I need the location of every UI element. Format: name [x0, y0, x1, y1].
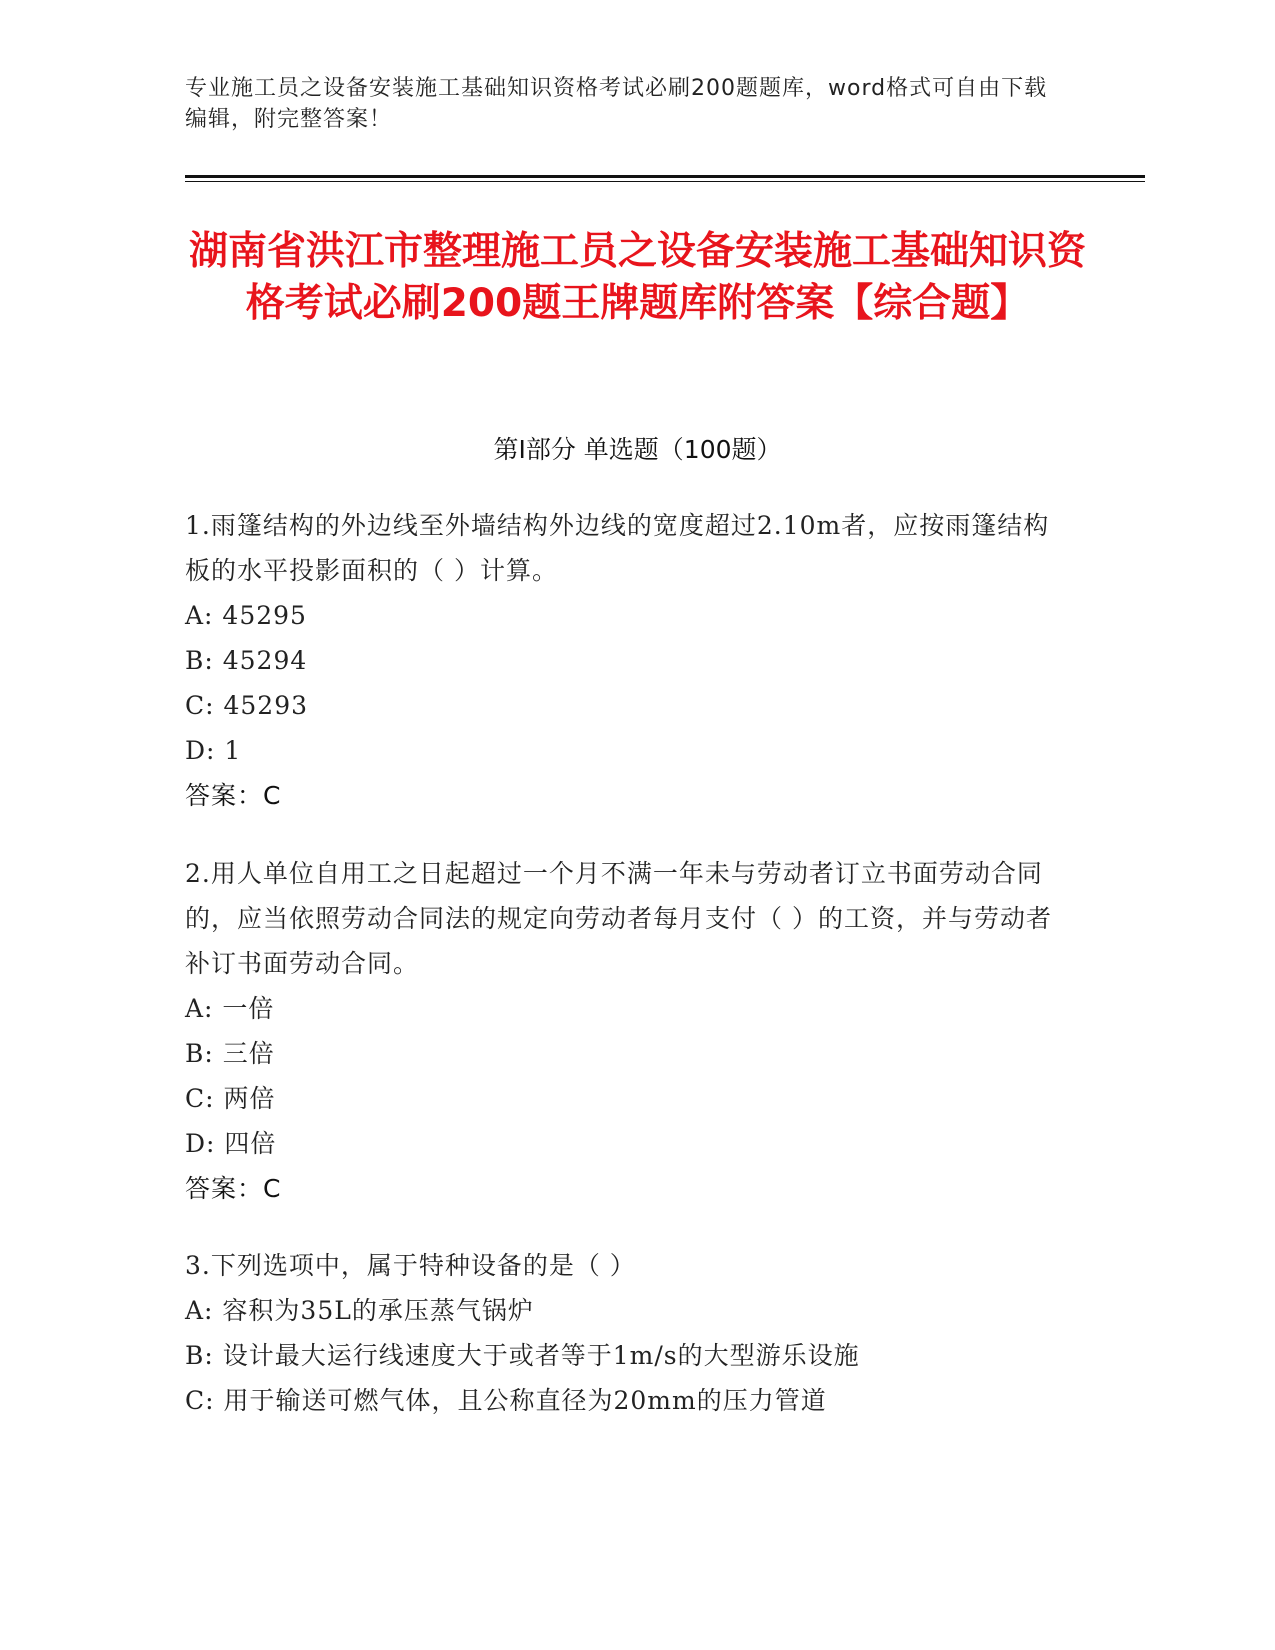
question-2	[185, 851, 1065, 1211]
question-3	[185, 1243, 1065, 1423]
option-a: A: 一倍	[185, 994, 275, 1023]
option-a: A: 容积为35L的承压蒸气锅炉	[185, 1296, 534, 1325]
option-a: A: 45295	[185, 601, 307, 630]
answer: 答案：C	[185, 781, 282, 810]
answer: 答案：C	[185, 1174, 282, 1203]
question-1	[185, 503, 1065, 818]
option-b: B: 三倍	[185, 1039, 275, 1068]
question-stem: 2.用人单位自用工之日起超过一个月不满一年未与劳动者订立书面劳动合同的，应当依照劳动合同法的规定向劳动者每月支付（ ）的工资，并与劳动者补订书面劳动合同。	[185, 859, 1052, 978]
header-rule-thin	[185, 181, 1145, 182]
option-b: B: 45294	[185, 646, 308, 675]
question-stem: 1.雨篷结构的外边线至外墙结构外边线的宽度超过2.10m者，应按雨篷结构板的水平投影面积的（ ）计算。	[185, 511, 1050, 585]
document-title: 湖南省洪江市整理施工员之设备安装施工基础知识资格考试必刷200题王牌题库附答案【综合题】	[188, 229, 1086, 326]
option-c: C: 两倍	[185, 1084, 276, 1113]
option-d: D: 1	[185, 736, 242, 765]
option-d: D: 四倍	[185, 1129, 277, 1158]
section-title: 第I部分 单选题（100题）	[493, 435, 782, 464]
option-b: B: 设计最大运行线速度大于或者等于1m/s的大型游乐设施	[185, 1341, 860, 1370]
header-note: 专业施工员之设备安装施工基础知识资格考试必刷200题题库，word格式可自由下载编辑，附完整答案！	[185, 76, 1048, 132]
option-c: C: 45293	[185, 691, 309, 720]
header-rule-thick	[185, 175, 1145, 178]
option-c: C: 用于输送可燃气体，且公称直径为20mm的压力管道	[185, 1386, 827, 1415]
question-stem: 3.下列选项中，属于特种设备的是（ ）	[185, 1251, 636, 1280]
